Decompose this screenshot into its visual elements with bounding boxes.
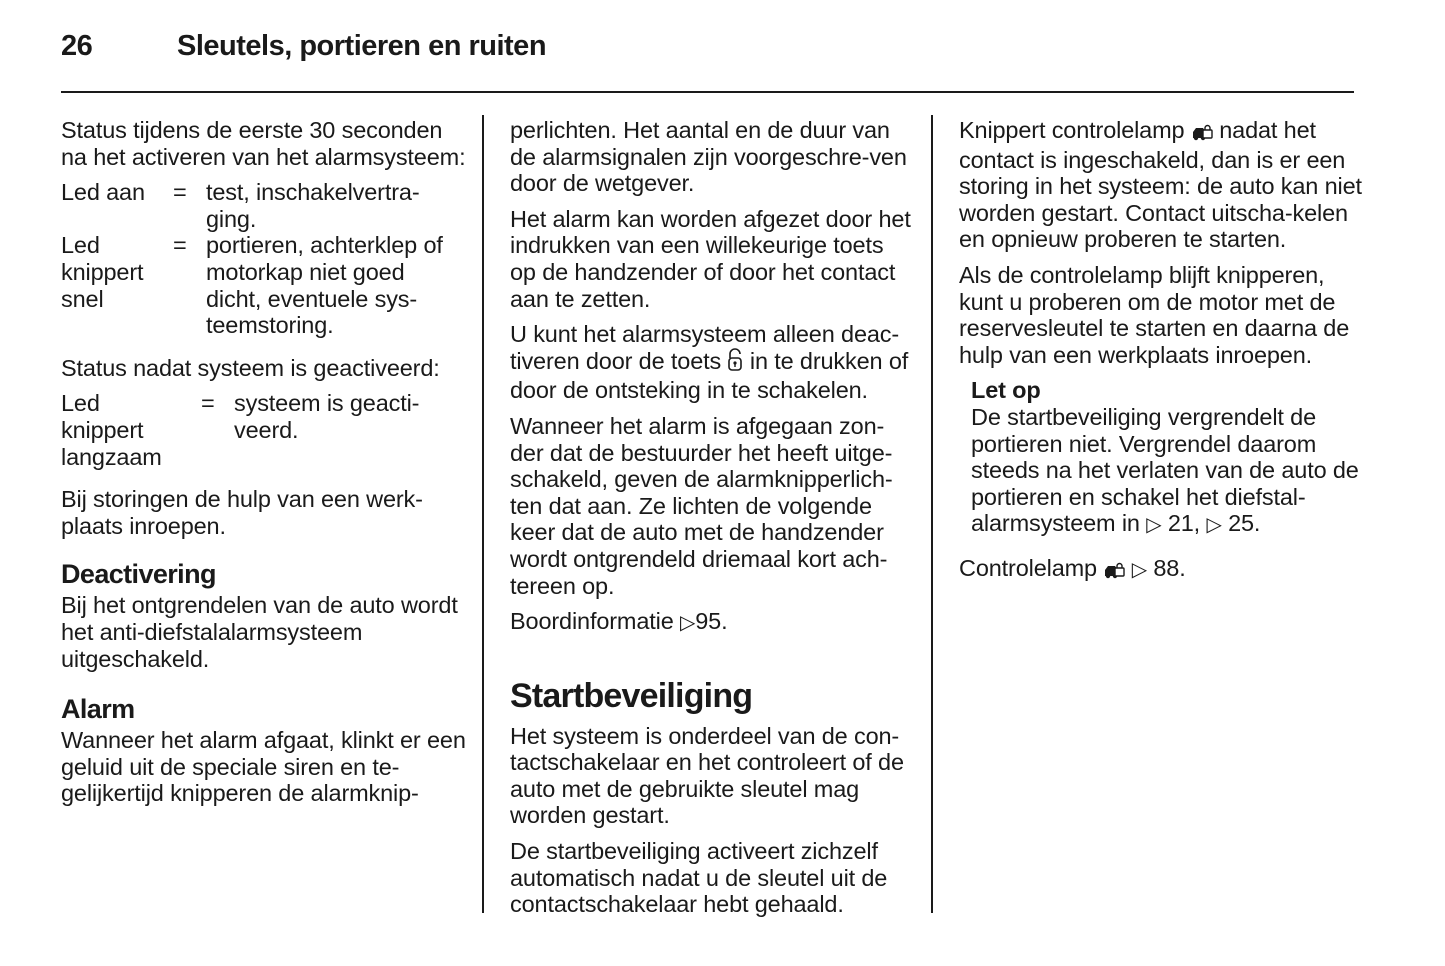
status-term: Led knippert snel	[61, 232, 144, 312]
note-title: Let op	[971, 377, 1041, 404]
header-rule	[61, 91, 1354, 93]
immobiliser-warning-lamp-icon	[1103, 558, 1125, 585]
cross-reference-arrow-icon: ▷	[1206, 514, 1222, 537]
alarm-text: Wanneer het alarm afgaat, klinkt er een geluid uit de speciale siren en te-gelijkertijd knipperen de alarmknip-	[61, 727, 466, 807]
alarm-heading: Alarm	[61, 694, 135, 725]
status-description: test, inschakelvertra-ging.	[206, 179, 420, 232]
page-reference[interactable]: 88.	[1153, 554, 1186, 581]
page-reference[interactable]: 21,	[1167, 510, 1201, 537]
column-3	[959, 117, 1364, 594]
page-reference[interactable]: 95.	[695, 608, 728, 635]
equals-sign: =	[201, 390, 215, 417]
status-description: systeem is geacti-veerd.	[234, 390, 420, 443]
deactivate-key-paragraph: U kunt het alarmsysteem alleen deac-tiveren door de toets in te drukken of door de ontsteking in te schakelen.	[510, 321, 909, 404]
deactivation-text: Bij het ontgrendelen van de auto wordt het anti-diefstalalarmsysteem uitgeschakeld.	[61, 592, 458, 672]
column-divider-2	[931, 115, 933, 913]
status-term: Led aan	[61, 179, 145, 206]
chapter-title: Sleutels, portieren en ruiten	[177, 30, 547, 62]
immobiliser-activation: De startbeveiliging activeert zichzelf automatisch nadat u de sleutel uit de contactschakelaar hebt gehaald.	[510, 838, 888, 918]
column-divider-1	[482, 115, 484, 913]
faults-paragraph: Bij storingen de hulp van een werk-plaats inroepen.	[61, 486, 423, 539]
status-description: portieren, achterklep of motorkap niet goed dicht, eventuele sys-teemstoring.	[206, 232, 443, 339]
cross-reference-arrow-icon: ▷	[1146, 514, 1162, 537]
cross-reference-arrow-icon: ▷	[1131, 558, 1147, 581]
deactivation-heading: Deactivering	[61, 559, 216, 590]
page-reference[interactable]: 25.	[1228, 510, 1261, 537]
status-term: Led knippert langzaam	[61, 390, 162, 470]
status-table-activated	[61, 390, 466, 470]
status-table-initial	[61, 179, 466, 339]
board-info-reference: Boordinformatie ▷95.	[510, 608, 728, 635]
unlock-key-button-icon	[727, 348, 743, 378]
immobiliser-heading: Startbeveiliging	[510, 676, 753, 715]
alarm-text-continued: perlichten. Het aantal en de duur van de alarmsignalen zijn voorgeschre-ven door de wetgever.	[510, 117, 907, 197]
column-2	[510, 117, 915, 927]
note-text: De startbeveiliging vergrendelt de portieren niet. Vergrendel daarom steeds na het verlaten van de auto de portieren en schakel het diefstal-alarmsysteem in ▷ 21, ▷ 25.	[971, 403, 1359, 537]
alarm-stop-paragraph: Het alarm kan worden afgezet door het indrukken van een willekeurige toets op de handzender of door het contact aan te zetten.	[510, 205, 911, 312]
lamp-flashing-paragraph: Knippert controlelamp nadat het contact is ingeschakeld, dan is er een storing in het systeem: de auto kan niet worden gestart. Contact uitscha-kelen en opnieuw proberen te starten.	[959, 117, 1362, 253]
note-box	[971, 377, 1364, 539]
status-after-activation: Status nadat systeem is geactiveerd:	[61, 354, 440, 381]
page-number: 26	[61, 30, 93, 62]
status-intro: Status tijdens de eerste 30 seconden na het activeren van het alarmsysteem:	[61, 117, 466, 170]
immobiliser-description: Het systeem is onderdeel van de con-tactschakelaar en het controleert of de auto met de gebruikte sleutel mag worden gestart.	[510, 722, 904, 829]
equals-sign: =	[173, 179, 187, 206]
alarm-indication-paragraph: Wanneer het alarm is afgegaan zon-der dat de bestuurder het heeft uitge-schakeld, geven de alarmknipperlich-ten dat aan. Ze lichten de volgende keer dat de auto met de handzender wordt ontgrendeld driemaal kort ach-tereen op.	[510, 412, 893, 599]
cross-reference-arrow-icon: ▷	[680, 612, 696, 635]
immobiliser-warning-lamp-icon	[1191, 120, 1213, 147]
lamp-keeps-flashing-paragraph: Als de controlelamp blijft knipperen, kunt u proberen om de motor met de reservesleutel te starten en daarna de hulp van een werkplaats inroepen.	[959, 261, 1350, 368]
column-1	[61, 117, 466, 816]
control-lamp-reference: Controlelamp ▷ 88.	[959, 555, 1364, 585]
equals-sign: =	[173, 232, 187, 259]
